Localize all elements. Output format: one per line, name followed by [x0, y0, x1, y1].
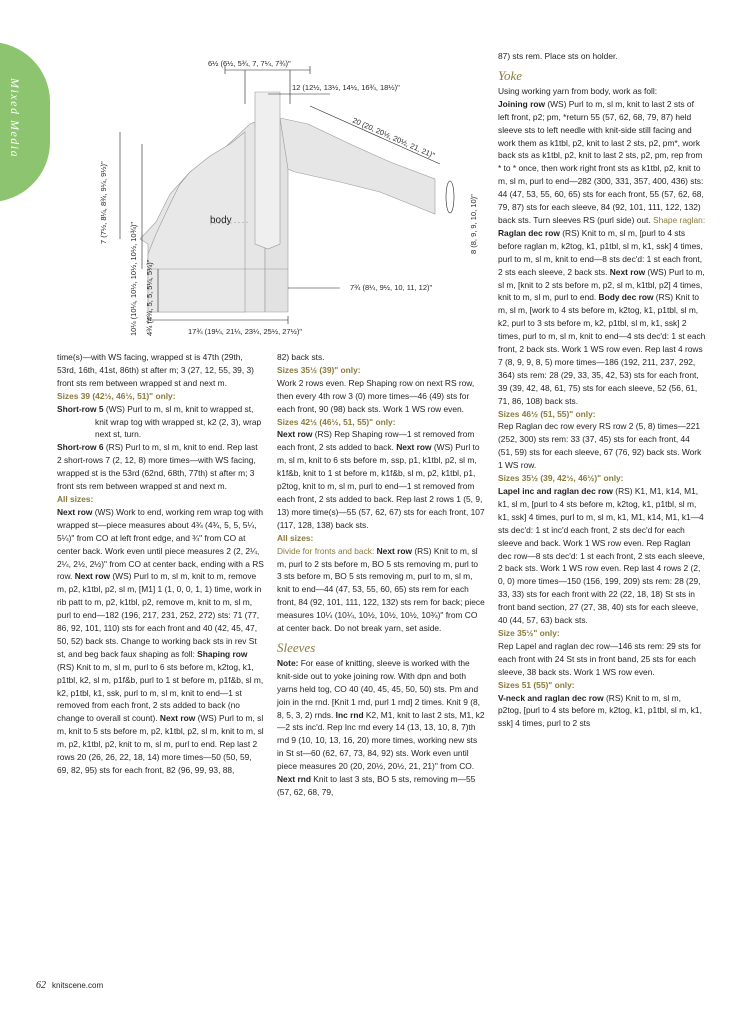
- paragraph: Work 2 rows even. Rep Shaping row on next RS row, then every 4th row 3 (0) more times—46 (49) sts for each front, 90 (98) back sts. Work 1 WS row even.: [277, 377, 475, 414]
- paragraph: Next row (WS) Work to end, working rem wrap tog with wrapped st—piece measures about 4¾ (4¾, 5, 5, 5¼, 5¼)" from CO at left front edge, and ¾" from CO at center back. Work even until piece measures 2 (2, 2¼, 2¼, 2½, 2½)" from CO at center back, ending with a RS row. Next row (WS) Purl to m, sl m, knit to m, remove m, p2, k1tbl, p2, sl m, [M1] 1 (1, 0, 0, 1, 1) time, work in rib patt to m, p2, k1tbl, p2, remove m, knit to m, sl m, purl to end—182 (196, 217, 231, 252, 272) sts: 71 (77, 86, 92, 101, 110) sts for each front and 40 (42, 45, 47, 50, 52) back sts. Change to working back sts in rev St st, and beg back faux shaping as foll: Shaping row (RS) Knit to m, sl m, purl to 6 sts before m, k2tog, k1, p1tbl, k2, sl m, p1f&b, purl to 1 st before m, p1f&b, sl m, k2, p1tbl, k1, ssk, purl to m, sl m, knit to end—1 st removed from each front, 2 sts added to back (no change to overall st count). Next row (WS) Purl to m, sl m, knit to 5 sts before m, p2, k1tbl, p2, sl m, knit to m, sl m, p2, k1tbl, p2, knit to m, sl m, purl to end. Rep last 2 rows 20 (26, 26, 22, 18, 14) more times—50 (50, 59, 69, 82, 95) sts for each front, 82 (96, 99, 93, 88,: [57, 506, 264, 775]
- size-heading: Sizes 46½ (51, 55)" only:: [498, 408, 596, 419]
- size-heading: Sizes 51 (55)" only:: [498, 679, 575, 690]
- size-heading: Sizes 39 (42½, 46½, 51)" only:: [57, 390, 176, 401]
- back-width-label: 12 (12½, 13½, 14½, 16¾, 18½)": [292, 83, 400, 92]
- size-heading: Size 35½" only:: [498, 627, 560, 638]
- paragraph: time(s)—with WS facing, wrapped st is 47th (29th, 53rd, 16th, 41st, 86th) st after m; 3 (27, 12, 55, 39, 3) front sts rem between wrapped st and next m.: [57, 352, 254, 388]
- hip-width-label: 17¾ (19¼, 21¼, 23¼, 25½, 27½)": [188, 327, 302, 336]
- text-column-2: [277, 351, 485, 799]
- body-label: body: [210, 215, 232, 226]
- paragraph: Joining row (WS) Purl to m, sl m, knit to last 2 sts of left front, p2; pm, *return 55 (57, 62, 68, 79, 87) held sleeve sts to left needle with knit-side still facing and work them as k1tbl, p2, knit to last 2 sts, p2, pm*, work back sts as k1tbl, p2, knit to last 2 sts, p2, pm, rep from * to * once, then work right front sts as k1tbl, p2, knit to m, sl m, purl to end—282 (300, 331, 357, 400, 436) sts: 44 (47, 53, 55, 60, 65) sts for each front, 55 (57, 62, 68, 79, 87) sts for each sleeve, 84 (92, 101, 111, 122, 132) back sts. Turn sleeves RS (purl side) out. Shape raglan: Raglan dec row (RS) Knit to m, sl m, [purl to 4 sts before raglan m, k2tog, k1, p1tbl, sl m, k1, ssk] 4 times, purl to m, sl m, knit to end—8 sts dec'd: 1 st each front, 2 sts each sleeve, 2 back sts. Next row (WS) Purl to m, sl m, [knit to 2 sts before m, p2, sl m, k1tbl, p2] 4 times, knit to m, sl m, purl to end. Body dec row (RS) Knit to m, sl m, [work to 4 sts before m, k2tog, k1, p1tbl, sl m, k2, purl to 3 sts before m, k2, p1tbl, sl m, k1, ssk] 2 times, purl to m, sl m, knit to end—4 sts dec'd: 1 st each front, 2 back sts. Work 1 WS row even. Rep last 4 rows 7 (8, 9, 9, 8, 5) more times—186 (192, 211, 237, 292, 364) sts rem: 28 (29, 33, 35, 42, 53) sts for each front, 39 (39, 42, 48, 61, 75) sts for each sleeve, 52 (56, 61, 71, 86, 108) back sts.: [498, 98, 706, 406]
- body-length-label: 10¼ (10¼, 10½, 10½, 10½, 10¾)": [129, 222, 138, 336]
- paragraph: Short-row 6 (RS) Purl to m, sl m, knit to end. Rep last 2 short-rows 7 (2, 12, 8) more times—with WS facing, wrapped st is the 53rd (62nd, 68th, 77th) st after m; 3 front sts rem between wrapped st and next m.: [57, 442, 258, 492]
- sleeve-length-label: 20 (20, 20½, 20½, 21, 21)": [351, 115, 437, 161]
- paragraph: Note: For ease of knitting, sleeve is worked with the knit-side out to yoke joining row. With dpn and both yarns held tog, CO 40 (40, 45, 45, 50, 50) sts. Pm and join in the rnd. [Knit 1 rnd, purl 1 rnd] 2 times. Knit 9 (8, 8, 5, 3, 2) rnds. Inc rnd K2, M1, knit to last 2 sts, M1, k2—2 sts inc'd. Rep Inc rnd every 14 (13, 13, 10, 8, 7)th rnd 9 (10, 10, 13, 16, 20) more times, working new sts in St st—60 (62, 67, 73, 84, 92) sts. Work even until piece measures 20 (20, 20½, 20½, 21, 21)" from CO. Next rnd Knit to last 3 sts, BO 5 sts, removing m—55 (57, 62, 68, 79,: [277, 657, 485, 797]
- size-heading: All sizes:: [57, 493, 94, 504]
- paragraph: Divide for fronts and back: Next row (RS) Knit to m, sl m, purl to 2 sts before m, BO 5 sts removing m, purl to 3 sts before m, BO 5 sts removing m, purl to m, sl m, knit to end—44 (47, 53, 55, 60, 65) sts rem for each front, 84 (92, 101, 111, 122, 132) sts rem for back; piece measures 10¼ (10¼, 10½, 10½, 10½, 10¾)" from CO at center back. Do not break yarn, set aside.: [277, 545, 485, 634]
- text-column-3: [498, 50, 706, 730]
- size-heading: All sizes:: [277, 532, 314, 543]
- page-number: 62: [36, 980, 46, 991]
- paragraph: Rep Lapel and raglan dec row—146 sts rem: 29 sts for each front with 24 St sts in front band, 25 sts for each sleeve, 38 back sts. Work 1 WS row even.: [498, 640, 701, 677]
- sleeve-shape: [280, 115, 437, 214]
- ribbing-length-label: 4¾ (4¾, 5, 5, 5¼, 5¼)": [145, 259, 154, 336]
- yoke-heading: Yoke: [498, 67, 523, 83]
- paragraph: 82) back sts.: [277, 352, 325, 362]
- paragraph: Using working yarn from body, work as foll:: [498, 85, 658, 96]
- garment-schematic: [90, 44, 480, 344]
- neck-width-label: 6½ (6½, 5¾, 7, 7¼, 7¾)": [208, 59, 291, 68]
- page-footer: [36, 980, 103, 991]
- paragraph: Short-row 5 (WS) Purl to m, sl m, knit to wrapped st, knit wrap tog with wrapped st, k2 (2, 3), wrap next st, turn.: [57, 403, 262, 440]
- paragraph: 87) sts rem. Place sts on holder.: [498, 51, 618, 61]
- armhole-depth-label: 7 (7½, 8¼, 8¾, 9¼, 9½)": [99, 161, 108, 244]
- size-heading: Sizes 42½ (46½, 51, 55)" only:: [277, 416, 396, 427]
- size-heading: Sizes 35½ (39)" only:: [277, 364, 361, 375]
- paragraph: Lapel inc and raglan dec row (RS) K1, M1, k14, M1, k1, sl m, [purl to 4 sts before m, k2tog, k1, p1tbl, sl m, k1, ssk] 4 times, purl to m, sl m, k1, M1, k14, M1, k1—4 sts dec'd: 1 st inc'd each front, 2 sts dec'd for each sleeve and back. Work 1 WS row even. Rep Raglan dec row—8 sts dec'd: 1 st each front, 2 sts each sleeve, 2 back sts. Work 1 WS row even. Rep last 4 rows 2 (2, 0, 0) more times—150 (156, 199, 209) sts rem: 28 (29, 33, 33) sts for each front with 22 (22, 18, 18) St sts in front band section, 27 (27, 38, 40) sts for each sleeve, 40 (44, 57, 63) back sts.: [498, 486, 705, 626]
- section-tab-label: Mixed Media: [8, 78, 22, 159]
- paragraph: Rep Raglan dec row every RS row 2 (5, 8) times—221 (252, 300) sts rem: 33 (37, 45) sts for each front, 44 (51, 59) sts for each sleeve, 67 (76, 92) back sts. Work 1 WS row.: [498, 421, 702, 471]
- size-heading: Sizes 35½ (39, 42½, 46½)" only:: [498, 473, 624, 484]
- paragraph: V-neck and raglan dec row (RS) Knit to m, sl m, p2tog, [purl to 4 sts before m, k2tog, k1, p1tbl, sl m, k1, ssk] 4 times, purl to 2 sts: [498, 692, 702, 729]
- sleeves-heading: Sleeves: [277, 639, 316, 655]
- collar-shape: [255, 92, 280, 249]
- paragraph: Next row (RS) Rep Shaping row—1 st removed from each front, 2 sts added to back. Next row (WS) Purl to m, sl m, knit to 6 sts before m, ssp, p1, k1tbl, p2, sl m, k1f&b, knit to 1 st before m, k1f&b, sl m, p2, k1tbl, p1, p2tog, knit to m, sl m, purl to end—1 st removed from each front, 2 sts added to back. Rep last 2 rows 1 (5, 9, 13) more time(s)—55 (57, 62, 67) sts for each front, 107 (117, 128, 138) back sts.: [277, 429, 485, 530]
- site-url: knitscene.com: [52, 981, 104, 990]
- lower-sleeve-width-label: 7¾ (8¼, 9½, 10, 11, 12)": [350, 283, 433, 292]
- text-column-1: [57, 351, 264, 777]
- cuff-width-label: 8 (8, 9, 9, 10, 10)": [469, 194, 478, 254]
